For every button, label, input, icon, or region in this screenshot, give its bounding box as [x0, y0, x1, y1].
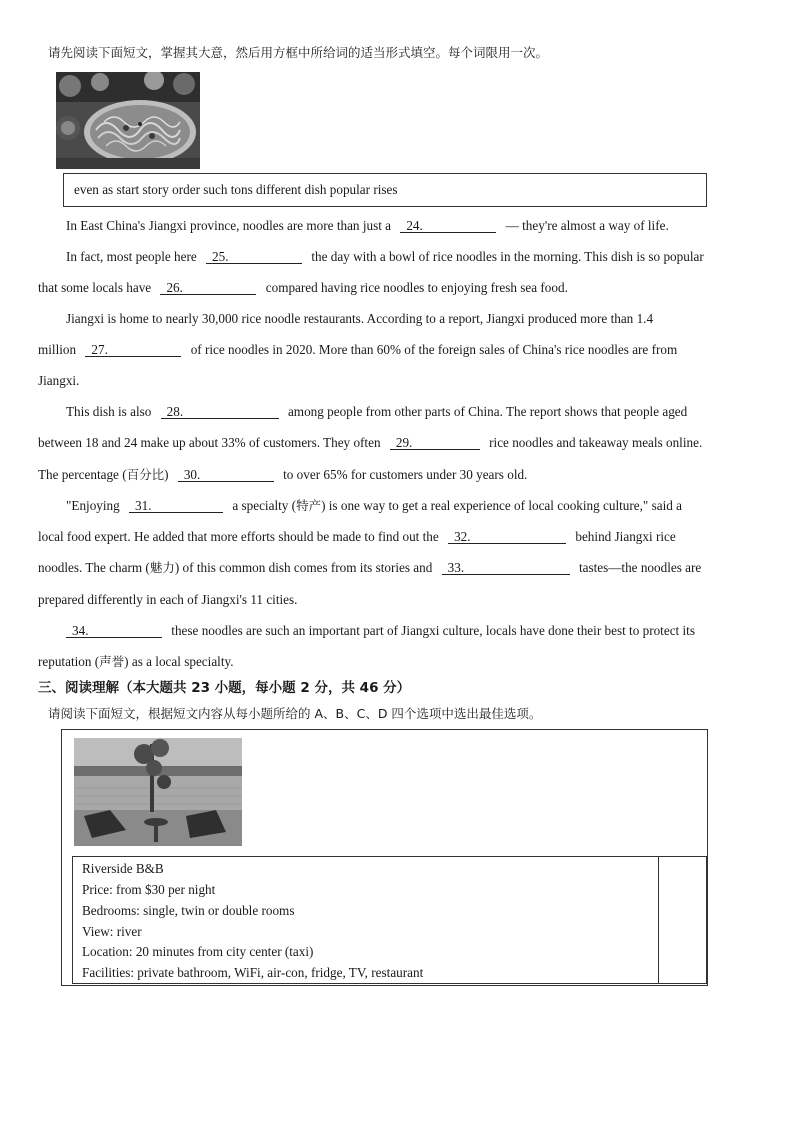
instruction-text: 请先阅读下面短文，掌握其大意，然后用方框中所给词的适当形式填空。每个词限用一次。: [48, 45, 549, 60]
text: the day with a bowl of rice noodles in the morning. This dish is so popular: [311, 249, 704, 264]
card-divider: [658, 856, 659, 984]
text: reputation (: [38, 654, 100, 669]
text: 百分比: [126, 467, 165, 482]
blank-33[interactable]: 33.: [442, 560, 570, 575]
text: rice noodles and takeaway meals online.: [489, 435, 703, 450]
riverside-image: [74, 738, 242, 846]
passage-line: [38, 559, 701, 577]
passage-line: [38, 434, 702, 452]
passage-line: [38, 279, 568, 297]
text: tastes—the noodles are: [578, 560, 702, 575]
passage-line: [66, 403, 687, 421]
blank-30[interactable]: 30.: [178, 467, 274, 482]
passage-line: Jiangxi is home to nearly 30,000 rice noodle restaurants. According to a report, Jiangxi produced more than 1.4: [66, 311, 654, 326]
text: In East China's Jiangxi province, noodles are more than just a: [66, 218, 392, 233]
text: local food expert. He added that more efforts should be made to find out the: [38, 529, 439, 544]
blank-25[interactable]: 25.: [206, 249, 302, 264]
text: between 18 and 24 make up about 33% of customers. They often: [38, 435, 381, 450]
word-box: [63, 173, 707, 207]
passage-line: [66, 497, 682, 515]
text: among people from other parts of China. The report shows that people aged: [287, 404, 688, 419]
text: ): [164, 467, 169, 482]
passage-line: prepared differently in each of Jiangxi's 11 cities.: [38, 592, 298, 607]
blank-34[interactable]: 34.: [66, 623, 162, 638]
section-heading: 三、阅读理解（本大题共 23 小题，每小题 2 分，共 46 分）: [38, 680, 411, 696]
text: that some locals have: [38, 280, 152, 295]
passage-line: [66, 217, 669, 235]
text: compared having rice noodles to enjoying fresh sea food.: [265, 280, 568, 295]
passage-line: [66, 622, 695, 640]
bnb-price: Price: from $30 per night: [82, 882, 216, 897]
text: of rice noodles in 2020. More than 60% of the foreign sales of China's rice noodles are from: [190, 342, 678, 357]
text: a specialty (: [232, 498, 297, 513]
blank-32[interactable]: 32.: [448, 529, 566, 544]
blank-24[interactable]: 24.: [400, 218, 496, 233]
bnb-location: Location: 20 minutes from city center (taxi): [82, 944, 314, 959]
blank-29[interactable]: 29.: [390, 435, 480, 450]
text: — they're almost a way of life.: [505, 218, 669, 233]
bnb-bedrooms: Bedrooms: single, twin or double rooms: [82, 903, 295, 918]
text: these noodles are such an important part of Jiangxi culture, locals have done their best to protect its: [171, 623, 695, 638]
passage-line: [38, 653, 234, 671]
text: to over 65% for customers under 30 years old.: [283, 467, 528, 482]
text: 特产: [296, 498, 322, 513]
passage-line: [38, 466, 527, 484]
passage-line: [66, 248, 704, 266]
text: In fact, most people here: [66, 249, 197, 264]
blank-28[interactable]: 28.: [161, 404, 279, 419]
noodle-image: [56, 72, 200, 169]
text: ) of this common dish comes from its stories and: [174, 560, 433, 575]
text: The percentage (: [38, 467, 127, 482]
text: "Enjoying: [66, 498, 120, 513]
bnb-view: View: river: [82, 924, 142, 939]
blank-26[interactable]: 26.: [160, 280, 256, 295]
text: 魅力: [149, 560, 175, 575]
text: behind Jiangxi rice: [575, 529, 676, 544]
passage-line: [38, 528, 676, 546]
word-list: even as start story order such tons different dish popular rises: [74, 182, 398, 197]
passage-line: Jiangxi.: [38, 373, 80, 388]
bnb-facilities: Facilities: private bathroom, WiFi, air-con, fridge, TV, restaurant: [82, 965, 424, 980]
bnb-name: Riverside B&B: [82, 861, 164, 876]
text: ) is one way to get a real experience of local cooking culture," said a: [321, 498, 683, 513]
text: noodles. The charm (: [38, 560, 150, 575]
text: ) as a local specialty.: [124, 654, 234, 669]
blank-31[interactable]: 31.: [129, 498, 223, 513]
passage-line: [38, 341, 677, 359]
instruction-text: 请阅读下面短文，根据短文内容从每小题所给的 A、B、C、D 四个选项中选出最佳选项。: [48, 706, 542, 721]
text: million: [38, 342, 77, 357]
blank-27[interactable]: 27.: [85, 342, 181, 357]
text: This dish is also: [66, 404, 152, 419]
text: 声誉: [99, 654, 125, 669]
